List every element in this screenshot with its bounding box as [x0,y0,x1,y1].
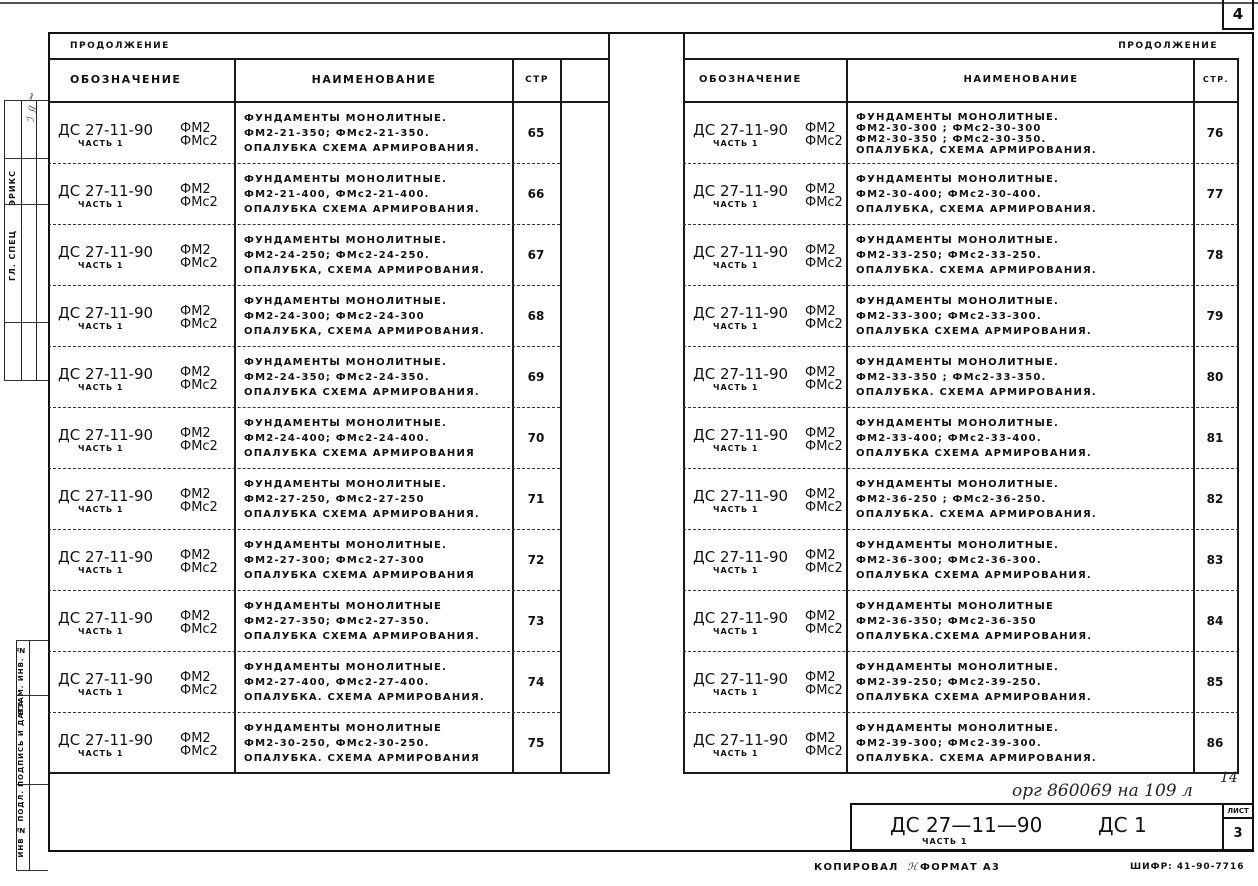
left-table [48,32,610,774]
stamp-label-inv-original: ИНВ № ПОДЛ. [17,790,25,858]
table-row [683,347,1239,408]
row-name-line: ОПАЛУБКА СХЕМА АРМИРОВАНИЯ. [856,448,1092,459]
row-page: 76 [1206,125,1224,140]
row-name-line: ОПАЛУБКА СХЕМА АРМИРОВАНИЯ. [244,631,480,642]
row-page: 67 [527,247,545,262]
row-name-line: ФМ2-36-300; ФМс2-36-300. [856,555,1042,566]
row-mark-1: ФМ2 [180,120,211,136]
row-mark-1: ФМ2 [180,425,211,441]
row-page: 69 [527,369,545,384]
row-mark-2: ФМс2 [180,499,218,515]
row-name-line: ОПАЛУБКА СХЕМА АРМИРОВАНИЯ [244,448,475,459]
row-mark-2: ФМс2 [805,682,843,698]
row-page: 79 [1206,308,1224,323]
row-mark-1: ФМ2 [805,181,836,197]
row-mark-2: ФМс2 [180,255,218,271]
row-page: 72 [527,552,545,567]
table-row [683,164,1239,225]
left-header-page: СТР [525,74,549,85]
row-name-line: ФУНДАМЕНТЫ МОНОЛИТНЫЕ. [856,479,1060,490]
stamp-label-replaced-inv: ВЗАМ. ИНВ. № [17,645,25,715]
row-name-line: ФУНДАМЕНТЫ МОНОЛИТНЫЕ. [244,357,448,368]
row-mark-1: ФМ2 [805,120,836,136]
row-page: 77 [1206,186,1224,201]
row-part: ЧАСТЬ 1 [78,321,124,331]
title-block-doc: ДС 1 [1098,813,1147,837]
row-name-line: ФУНДАМЕНТЫ МОНОЛИТНЫЕ [244,601,443,612]
row-name-line: ФМ2-33-250; ФМс2-33-250. [856,250,1042,261]
row-name-line: ФМ2-33-400; ФМс2-33-400. [856,433,1042,444]
row-name-line: ФУНДАМЕНТЫ МОНОЛИТНЫЕ. [244,662,448,673]
row-mark-1: ФМ2 [805,608,836,624]
row-part: ЧАСТЬ 1 [78,748,124,758]
table-row [683,530,1239,591]
row-mark-1: ФМ2 [180,669,211,685]
row-name-line: ФМ2-24-300; ФМс2-24-300 [244,311,425,322]
row-code: ДС 27-11-90 [58,669,154,688]
table-row [48,408,610,469]
table-row [48,652,610,713]
right-header-page: СТР. [1202,75,1230,84]
margin-stamp [4,90,48,860]
row-code: ДС 27-11-90 [693,730,789,749]
row-name-line: ОПАЛУБКА. СХЕМА АРМИРОВАНИЯ. [244,692,485,703]
row-mark-1: ФМ2 [180,303,211,319]
row-mark-2: ФМс2 [805,621,843,637]
row-name-line: ФМ2-24-400; ФМс2-24-400. [244,433,430,444]
row-code: ДС 27-11-90 [58,242,154,261]
row-name-line: ОПАЛУБКА СХЕМА АРМИРОВАНИЯ. [244,387,480,398]
table-row [48,103,610,164]
row-mark-2: ФМс2 [805,560,843,576]
row-name-line: ОПАЛУБКА СХЕМА АРМИРОВАНИЯ [244,570,475,581]
row-name-line: ФУНДАМЕНТЫ МОНОЛИТНЫЕ. [856,296,1060,307]
row-name-line: ФМ2-39-300; ФМс2-39-300. [856,738,1042,749]
row-name-line: ФУНДАМЕНТЫ МОНОЛИТНЫЕ. [244,235,448,246]
row-name-line: ФМ2-36-250 ; ФМс2-36-250. [856,494,1047,505]
row-code: ДС 27-11-90 [693,181,789,200]
row-name-line: ОПАЛУБКА, СХЕМА АРМИРОВАНИЯ. [856,144,1097,156]
row-mark-1: ФМ2 [180,364,211,380]
row-mark-1: ФМ2 [805,547,836,563]
row-name-line: ФМ2-21-400, ФМс2-21-400. [244,189,430,200]
row-page: 71 [527,491,545,506]
row-mark-1: ФМ2 [805,364,836,380]
right-header-designation: ОБОЗНАЧЕНИЕ [699,74,802,85]
row-code: ДС 27-11-90 [693,669,789,688]
row-name-line: ОПАЛУБКА СХЕМА АРМИРОВАНИЯ. [244,204,480,215]
row-code: ДС 27-11-90 [693,242,789,261]
stamp-label-name: ЭРИКС [8,170,17,206]
row-name-line: ФМ2-33-350 ; ФМс2-33-350. [856,372,1047,383]
handwritten-archive-note: орг 860069 на 109 л [1012,781,1193,801]
left-header-designation: ОБОЗНАЧЕНИЕ [70,73,182,86]
row-mark-1: ФМ2 [180,242,211,258]
footer-cipher: ШИФР: 41-90-7716 [1130,862,1245,872]
row-name-line: ФМ2-27-350; ФМс2-27-350. [244,616,430,627]
row-name-line: ФУНДАМЕНТЫ МОНОЛИТНЫЕ. [856,723,1060,734]
row-part: ЧАСТЬ 1 [78,382,124,392]
row-name-line: ФМ2-36-350; ФМс2-36-350 [856,616,1037,627]
row-name-line: ОПАЛУБКА СХЕМА АРМИРОВАНИЯ. [244,509,480,520]
row-part: ЧАСТЬ 1 [713,565,759,575]
stamp-label-signature-date: ПОДПИСЬ И ДАТА [17,700,25,787]
row-part: ЧАСТЬ 1 [78,565,124,575]
row-part: ЧАСТЬ 1 [78,199,124,209]
row-name-line: ОПАЛУБКА, СХЕМА АРМИРОВАНИЯ. [244,265,485,276]
row-name-line: ФУНДАМЕНТЫ МОНОЛИТНЫЕ. [244,479,448,490]
row-name-line: ФУНДАМЕНТЫ МОНОЛИТНЫЕ. [856,418,1060,429]
row-mark-2: ФМс2 [180,682,218,698]
title-block-code: ДС 27—11—90 [890,813,1043,837]
row-name-line: ФМ2-24-350; ФМс2-24-350. [244,372,430,383]
row-mark-2: ФМс2 [805,316,843,332]
row-name-line: ФМ2-27-250, ФМс2-27-250 [244,494,425,505]
row-page: 74 [527,674,545,689]
row-mark-1: ФМ2 [180,608,211,624]
row-name-line: ФУНДАМЕНТЫ МОНОЛИТНЫЕ. [856,235,1060,246]
row-name-line: ФМ2-33-300; ФМс2-33-300. [856,311,1042,322]
table-row [683,591,1239,652]
footer-format: ФОРМАТ А3 [920,862,1001,873]
table-row [683,286,1239,347]
row-code: ДС 27-11-90 [58,364,154,383]
row-mark-2: ФМс2 [805,255,843,271]
row-page: 84 [1206,613,1224,628]
title-block-sheet-value: 3 [1222,819,1252,849]
right-continuation-label: ПРОДОЛЖЕНИЕ [1118,41,1218,51]
row-part: ЧАСТЬ 1 [713,260,759,270]
top-border-rule [0,2,1258,4]
row-name-line: ОПАЛУБКА, СХЕМА АРМИРОВАНИЯ. [244,326,485,337]
row-page: 65 [527,125,545,140]
table-row [683,469,1239,530]
row-mark-2: ФМс2 [180,621,218,637]
row-name-line: ФУНДАМЕНТЫ МОНОЛИТНЫЕ. [856,662,1060,673]
row-name-line: ОПАЛУБКА. СХЕМА АРМИРОВАНИЯ. [856,387,1097,398]
row-mark-2: ФМс2 [805,133,843,149]
row-part: ЧАСТЬ 1 [78,443,124,453]
row-code: ДС 27-11-90 [58,486,154,505]
row-mark-2: ФМс2 [180,377,218,393]
row-code: ДС 27-11-90 [58,181,154,200]
row-part: ЧАСТЬ 1 [713,687,759,697]
right-table [683,32,1254,774]
row-name-line: ФУНДАМЕНТЫ МОНОЛИТНЫЕ. [856,540,1060,551]
footer-copied-sign: ℋ [907,862,919,873]
row-page: 81 [1206,430,1224,445]
row-name-line: ОПАЛУБКА СХЕМА АРМИРОВАНИЯ. [856,570,1092,581]
handwritten-sheet-number: 14 [1220,770,1238,786]
row-code: ДС 27-11-90 [58,547,154,566]
table-row [48,286,610,347]
row-page: 85 [1206,674,1224,689]
row-name-line: ОПАЛУБКА.СХЕМА АРМИРОВАНИЯ. [856,631,1093,642]
row-name-line: ФМ2-39-250; ФМс2-39-250. [856,677,1042,688]
row-name-line: ОПАЛУБКА. СХЕМА АРМИРОВАНИЯ [244,753,480,764]
table-row [683,225,1239,286]
row-mark-2: ФМс2 [180,438,218,454]
row-mark-1: ФМ2 [180,730,211,746]
row-part: ЧАСТЬ 1 [713,138,759,148]
row-part: ЧАСТЬ 1 [78,504,124,514]
row-mark-2: ФМс2 [180,194,218,210]
table-row [683,408,1239,469]
row-mark-2: ФМс2 [805,499,843,515]
row-name-line: ФУНДАМЕНТЫ МОНОЛИТНЫЕ. [856,174,1060,185]
row-page: 86 [1206,735,1224,750]
row-part: ЧАСТЬ 1 [713,199,759,209]
title-block-sheet-label: ЛИСТ [1222,805,1252,819]
stamp-signature: ℐ ℊ ℓ [26,90,37,123]
row-mark-2: ФМс2 [805,377,843,393]
table-row [48,530,610,591]
row-name-line: ОПАЛУБКА СХЕМА АРМИРОВАНИЯ. [244,143,480,154]
row-code: ДС 27-11-90 [693,364,789,383]
row-name-line: ФУНДАМЕНТЫ МОНОЛИТНЫЕ. [244,418,448,429]
row-part: ЧАСТЬ 1 [78,138,124,148]
row-code: ДС 27-11-90 [58,303,154,322]
table-row [48,225,610,286]
row-mark-2: ФМс2 [805,194,843,210]
row-code: ДС 27-11-90 [693,303,789,322]
table-row [48,713,610,774]
row-name-line: ФМ2-21-350; ФМс2-21-350. [244,128,430,139]
footer-copied [814,862,919,873]
row-page: 73 [527,613,545,628]
row-mark-2: ФМс2 [805,438,843,454]
row-page: 82 [1206,491,1224,506]
row-mark-1: ФМ2 [180,547,211,563]
row-part: ЧАСТЬ 1 [713,748,759,758]
row-part: ЧАСТЬ 1 [713,626,759,636]
row-part: ЧАСТЬ 1 [713,504,759,514]
row-name-line: ФМ2-24-250; ФМс2-24-250. [244,250,430,261]
row-name-line: ФУНДАМЕНТЫ МОНОЛИТНЫЕ. [856,357,1060,368]
row-name-line: ФМ2-30-250, ФМс2-30-250. [244,738,430,749]
table-row [683,103,1239,164]
row-name-line: ФУНДАМЕНТЫ МОНОЛИТНЫЕ [244,723,443,734]
right-header-name: НАИМЕНОВАНИЕ [963,74,1079,85]
row-page: 70 [527,430,545,445]
title-block-part: ЧАСТЬ 1 [922,837,968,846]
row-code: ДС 27-11-90 [693,547,789,566]
row-name-line: ОПАЛУБКА. СХЕМА АРМИРОВАНИЯ. [856,753,1097,764]
table-row [683,652,1239,713]
row-name-line: ФУНДАМЕНТЫ МОНОЛИТНЫЕ [856,601,1055,612]
row-part: ЧАСТЬ 1 [78,626,124,636]
table-row [48,164,610,225]
table-row [48,591,610,652]
table-row [48,469,610,530]
row-code: ДС 27-11-90 [693,120,789,139]
row-name-line: ФУНДАМЕНТЫ МОНОЛИТНЫЕ. [244,296,448,307]
row-mark-2: ФМс2 [180,743,218,759]
row-page: 75 [527,735,545,750]
row-mark-2: ФМс2 [805,743,843,759]
row-name-line: ФМ2-30-350 ; ФМс2-30-350. [856,133,1047,145]
row-part: ЧАСТЬ 1 [713,382,759,392]
row-mark-1: ФМ2 [805,669,836,685]
row-name-line: ОПАЛУБКА. СХЕМА АРМИРОВАНИЯ. [856,265,1097,276]
row-name-line: ОПАЛУБКА, СХЕМА АРМИРОВАНИЯ. [856,204,1097,215]
row-name-line: ФМ2-27-300; ФМс2-27-300 [244,555,425,566]
left-header-name: НАИМЕНОВАНИЕ [311,73,437,86]
row-mark-1: ФМ2 [805,730,836,746]
row-name-line: ОПАЛУБКА. СХЕМА АРМИРОВАНИЯ. [856,509,1097,520]
row-mark-2: ФМс2 [180,316,218,332]
left-continuation-label: ПРОДОЛЖЕНИЕ [70,41,170,51]
row-part: ЧАСТЬ 1 [78,260,124,270]
row-name-line: ФУНДАМЕНТЫ МОНОЛИТНЫЕ. [244,540,448,551]
row-mark-2: ФМс2 [180,133,218,149]
stamp-label-chief-spec: ГЛ. СПЕЦ [8,230,17,282]
row-page: 78 [1206,247,1224,262]
row-name-line: ОПАЛУБКА СХЕМА АРМИРОВАНИЯ. [856,692,1092,703]
row-mark-1: ФМ2 [805,425,836,441]
row-code: ДС 27-11-90 [693,608,789,627]
row-mark-1: ФМ2 [805,242,836,258]
table-row [48,347,610,408]
row-page: 80 [1206,369,1224,384]
row-name-line: ФУНДАМЕНТЫ МОНОЛИТНЫЕ. [856,111,1060,123]
footer-copied-label: КОПИРОВАЛ [814,862,899,873]
sheet-number: 4 [1222,0,1254,30]
row-mark-1: ФМ2 [180,181,211,197]
row-name-line: ОПАЛУБКА СХЕМА АРМИРОВАНИЯ. [856,326,1092,337]
row-part: ЧАСТЬ 1 [713,321,759,331]
row-part: ЧАСТЬ 1 [78,687,124,697]
row-name-line: ФМ2-30-300 ; ФМс2-30-300 [856,122,1042,134]
row-name-line: ФУНДАМЕНТЫ МОНОЛИТНЫЕ. [244,174,448,185]
table-row [683,713,1239,774]
row-code: ДС 27-11-90 [693,486,789,505]
row-mark-1: ФМ2 [180,486,211,502]
row-page: 83 [1206,552,1224,567]
row-mark-1: ФМ2 [805,486,836,502]
row-code: ДС 27-11-90 [58,730,154,749]
row-page: 66 [527,186,545,201]
row-name-line: ФМ2-27-400, ФМс2-27-400. [244,677,430,688]
row-code: ДС 27-11-90 [58,120,154,139]
row-page: 68 [527,308,545,323]
row-code: ДС 27-11-90 [58,608,154,627]
row-part: ЧАСТЬ 1 [713,443,759,453]
row-code: ДС 27-11-90 [58,425,154,444]
title-block [850,803,1254,851]
row-mark-1: ФМ2 [805,303,836,319]
row-name-line: ФУНДАМЕНТЫ МОНОЛИТНЫЕ. [244,113,448,124]
row-name-line: ФМ2-30-400; ФМс2-30-400. [856,189,1042,200]
row-mark-2: ФМс2 [180,560,218,576]
row-code: ДС 27-11-90 [693,425,789,444]
